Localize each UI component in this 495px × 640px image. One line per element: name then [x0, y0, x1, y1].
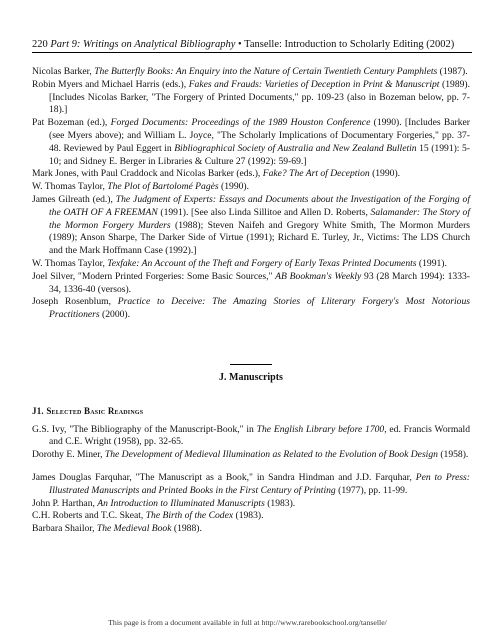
- reading-entry: John P. Harthan, An Introduction to Illuminated Manuscripts (1983).: [32, 497, 296, 509]
- source-title: Tanselle: Introduction to Scholarly Editing (2002): [244, 39, 455, 50]
- bib-entry: W. Thomas Taylor, Texfake: An Account of the Theft and Forgery of Early Texas Printed Documents (1991).: [32, 257, 447, 269]
- bib-entry: James Gilreath (ed.), The Judgment of Experts: Essays and Documents about the Investigation of the Forging of the OATH OF A FREEMAN (1991). [See also Linda Sillitoe and Allen D. Roberts, Salamander: The Story of the Mormon Forgery Murders (1988); Steven Naifeh and Gregory White Smith, The Mormon Murders (1989); Anson Sharpe, The Darker Side of Virtue (1991); Richard E. Turley, Jr., Victims: The LDS Church and the Mark Hoffmann Case (1992).]: [32, 193, 470, 257]
- running-header: [32, 38, 472, 51]
- main-content: [32, 66, 470, 536]
- part-title: Part 9: Writings on Analytical Bibliography: [50, 39, 236, 50]
- page-number: 220: [32, 39, 48, 50]
- reading-entry: Barbara Shailor, The Medieval Book (1988).: [32, 523, 202, 535]
- bib-entry: Mark Jones, with Paul Craddock and Nicolas Barker (eds.), Fake? The Art of Deception (1990).: [32, 168, 401, 180]
- header-rule: [32, 52, 472, 53]
- reading-entry: G.S. Ivy, "The Bibliography of the Manuscript-Book," in The English Library before 1700, ed. Francis Wormald and C.E. Wright (1958), pp. 32-65.: [32, 423, 470, 448]
- bib-entry: Joseph Rosenblum, Practice to Deceive: The Amazing Stories of Lliterary Forgery's Most Notorious Practitioners (2000).: [32, 296, 470, 321]
- subsection-heading: [32, 405, 470, 418]
- subsection-code: J1.: [32, 405, 44, 416]
- reading-entry: C.H. Roberts and T.C. Skeat, The Birth of the Codex (1983).: [32, 510, 264, 522]
- section-heading: J. Manuscripts: [219, 371, 283, 383]
- page-footer: This page is from a document available in full at http://www.rarebookschool.org/tanselle/: [108, 618, 387, 627]
- bib-entry: Pat Bozeman (ed.), Forged Documents: Proceedings of the 1989 Houston Conference (1990). [Includes Barker (see Myers above); and William L. Joyce, "The Scholarly Implications of Documentary Forgeries," pp. 37-48. Reviewed by Paul Eggert in Bibliographical Society of Australia and New Zealand Bulletin 15 (1991): 5-10; and Sidney E. Berger in Libraries & Culture 27 (1992): 59-69.]: [32, 117, 470, 167]
- reading-entry: Dorothy E. Miner, The Development of Medieval Illumination as Related to the Evolution of Book Design (1958).: [32, 449, 469, 461]
- bib-entry: Robin Myers and Michael Harris (eds.), Fakes and Frauds: Varieties of Deception in Print & Manuscript (1989). [Includes Nicolas Barker, "The Forgery of Printed Documents," pp. 109-23 (also in Bozeman below, pp. 7-18).]: [32, 78, 471, 116]
- bib-entry: Joel Silver, "Modern Printed Forgeries: Some Basic Sources," AB Bookman's Weekly 93 (28 March 1994): 1333-34, 1336-40 (versos).: [32, 270, 470, 295]
- bib-entry: W. Thomas Taylor, The Plot of Bartolomé Pagès (1990).: [32, 181, 250, 193]
- subsection-title: Selected Basic Readings: [46, 405, 144, 416]
- bib-entry: Nicolas Barker, The Butterfly Books: An Enquiry into the Nature of Certain Twentieth Century Pamphlets (1987).: [32, 66, 468, 77]
- header-bullet: •: [238, 39, 242, 50]
- reading-entry: James Douglas Farquhar, "The Manuscript as a Book," in Sandra Hindman and J.D. Farquhar, Pen to Press: Illustrated Manuscripts and Printed Books in the First Century of Printing (1977), pp. 11-99.: [32, 471, 470, 496]
- section-divider: [230, 364, 272, 365]
